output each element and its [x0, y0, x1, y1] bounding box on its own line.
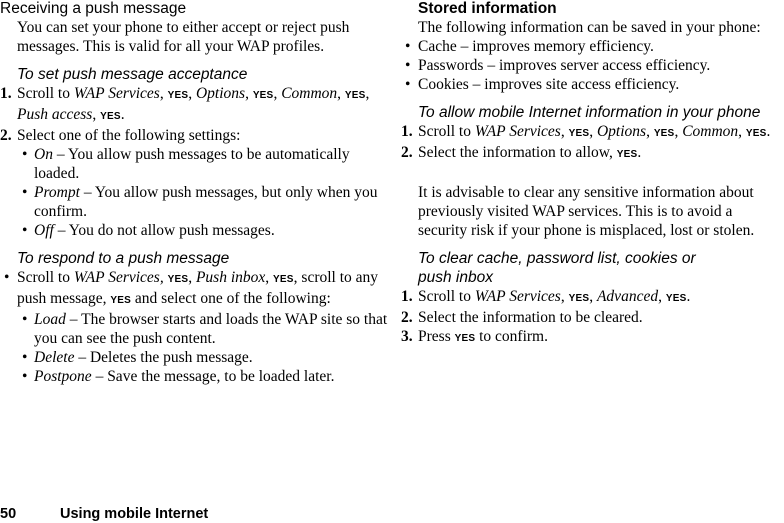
setting-item: • Off – You do not allow push messages.: [22, 222, 275, 239]
action-item: • Load – The browser starts and loads the WAP site so that you can see the push content.: [22, 311, 388, 347]
yes-key: YES: [665, 293, 687, 304]
yes-key: YES: [568, 293, 590, 304]
allow-step-1: 1. Scroll to WAP Services, YES, Options, YES, Common, YES.: [401, 123, 771, 140]
yes-key: YES: [273, 274, 294, 285]
allow-subheading: To allow mobile Internet information in your phone: [418, 104, 761, 121]
yes-key: YES: [653, 128, 675, 139]
page-number: 50: [0, 506, 17, 522]
step-number: 1.: [401, 123, 413, 140]
step-number: 1.: [0, 85, 12, 102]
clear-step-2: 2. Select the information to be cleared.: [401, 309, 643, 326]
receiving-heading: Receiving a push message: [0, 0, 187, 17]
clear-subheading: To clear cache, password list, cookies or push inbox: [418, 250, 696, 286]
yes-key: YES: [568, 128, 590, 139]
stored-item: • Cache – improves memory efficiency.: [405, 38, 654, 55]
yes-key: YES: [252, 90, 274, 101]
clear-step-3: 3. Press YES to confirm.: [401, 328, 548, 345]
accept-step-1: 1. Scroll to WAP Services, YES, Options, YES, Common, YES, Push access, YES.: [0, 85, 370, 123]
action-item: • Postpone – Save the message, to be loaded later.: [22, 368, 335, 385]
receiving-body: You can set your phone to either accept or reject push messages. This is valid for all your WAP profiles.: [17, 19, 350, 55]
action-item: • Delete – Deletes the push message.: [22, 349, 253, 366]
step-number: 1.: [401, 288, 413, 305]
footer-title: Using mobile Internet: [60, 506, 209, 522]
yes-key: YES: [745, 128, 767, 139]
yes-key: YES: [110, 295, 132, 306]
accept-subheading: To set push message acceptance: [17, 66, 248, 83]
stored-item: • Passwords – improves server access efficiency.: [405, 57, 711, 74]
clear-step-1: 1. Scroll to WAP Services, YES, Advanced, YES.: [401, 288, 691, 305]
step-number: 3.: [401, 328, 413, 345]
yes-key: YES: [344, 90, 366, 101]
step-number: 2.: [401, 144, 413, 161]
step-number: 2.: [0, 127, 12, 144]
allow-step-2: 2. Select the information to allow, YES.: [401, 144, 642, 161]
accept-step-2: 2. Select one of the following settings:: [0, 127, 241, 144]
setting-item: • Prompt – You allow push messages, but only when you confirm.: [22, 184, 378, 220]
yes-key: YES: [454, 333, 476, 344]
yes-key: YES: [167, 90, 189, 101]
yes-key: YES: [100, 111, 121, 122]
respond-instruction: • Scroll to WAP Services, YES, Push inbox, YES, scroll to any push message, YES and select one of the following:: [4, 269, 379, 307]
stored-heading: Stored information: [418, 0, 557, 17]
left-column: [0, 0, 388, 386]
right-column: [401, 0, 784, 348]
stored-body: The following information can be saved in your phone:: [418, 19, 761, 36]
yes-key: YES: [616, 149, 638, 160]
yes-key: YES: [167, 274, 189, 285]
respond-subheading: To respond to a push message: [17, 250, 230, 267]
setting-item: • On – You allow push messages to be automatically loaded.: [22, 146, 350, 182]
advice-text: It is advisable to clear any sensitive information about previously visited WAP services. This is to avoid a security risk if your phone is misplaced, lost or stolen.: [418, 184, 755, 239]
step-number: 2.: [401, 309, 413, 326]
stored-item: • Cookies – improves site access efficiency.: [405, 76, 680, 93]
